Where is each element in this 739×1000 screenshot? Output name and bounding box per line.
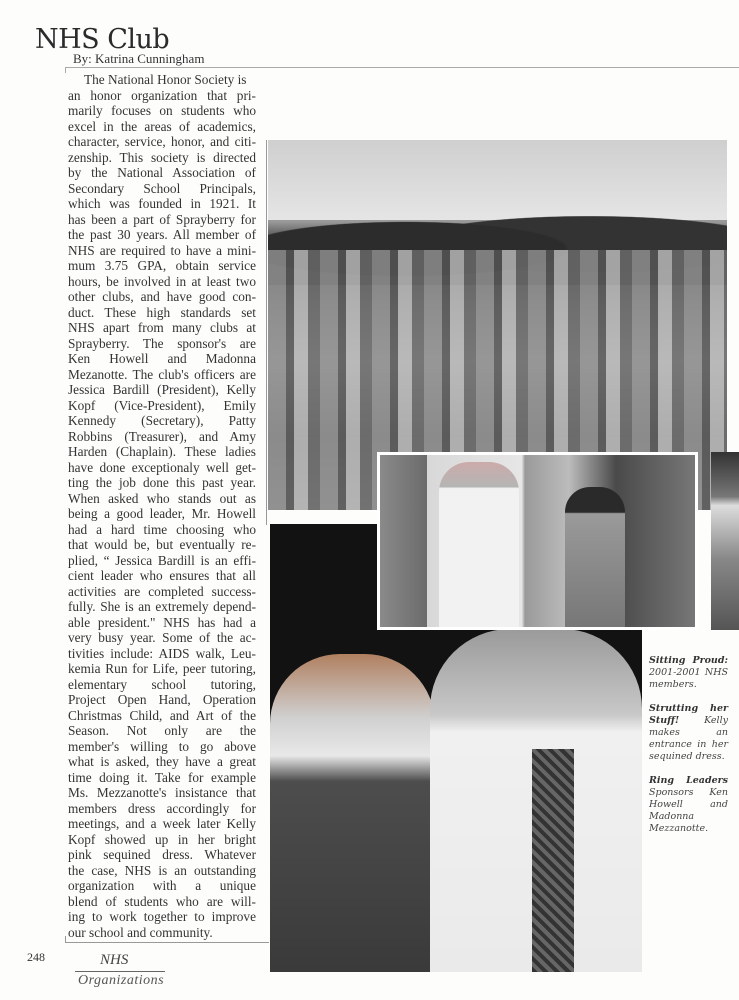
body-line: the past 30 years. All member of bbox=[68, 227, 256, 242]
body-line: blend of students who are will- bbox=[68, 893, 256, 909]
caption-heading: Sitting Proud: bbox=[649, 655, 728, 666]
body-line: NHS apart from many clubs at bbox=[68, 320, 256, 335]
body-line: NHS are required to have a mini- bbox=[68, 242, 256, 258]
photo-kelly-sequined-dress bbox=[377, 452, 698, 630]
body-line: have done exceptionaly well get- bbox=[68, 459, 256, 475]
caption-text: 2001-2001 NHS members. bbox=[649, 667, 728, 690]
body-line: tivities include: AIDS walk, Leu- bbox=[68, 645, 256, 661]
body-line: Kopf showed up in her bright bbox=[68, 831, 256, 847]
body-line: time doing it. Take for example bbox=[68, 769, 256, 785]
bottom-divider-tick bbox=[65, 936, 66, 943]
body-line: that would be, but eventually re- bbox=[68, 537, 256, 552]
body-line: Kennedy (Secretary), Patty bbox=[68, 413, 256, 428]
section-label-nhs: NHS bbox=[100, 952, 129, 968]
body-line: marily focuses on students who bbox=[68, 103, 256, 118]
body-line: Secondary School Principals, bbox=[68, 180, 256, 196]
top-divider bbox=[65, 67, 739, 68]
body-line: ing to work together to improve bbox=[68, 909, 256, 924]
body-line: the case, NHS is an outstanding bbox=[68, 862, 256, 878]
caption-ring-leaders bbox=[649, 775, 728, 835]
body-line: Kopf (Vice-President), Emily bbox=[68, 397, 256, 413]
photo-figure-woman bbox=[270, 654, 435, 972]
bottom-divider bbox=[65, 942, 269, 943]
body-line: fully. She is an extremely depend- bbox=[68, 599, 256, 614]
photo-captions bbox=[649, 655, 728, 847]
body-line: duct. These high standards set bbox=[68, 304, 256, 320]
section-label-rule bbox=[75, 971, 165, 972]
body-line: Project Open Hand, Operation bbox=[68, 692, 256, 707]
body-line: an honor organization that pri- bbox=[68, 87, 256, 103]
body-line: elementary school tutoring, bbox=[68, 676, 256, 692]
body-line: The National Honor Society is bbox=[84, 72, 247, 87]
column-divider bbox=[266, 140, 267, 525]
article-title: NHS Club bbox=[35, 24, 170, 55]
body-line: plied, “ Jessica Bardill is an effi- bbox=[68, 552, 256, 568]
body-line: member's willing to go above bbox=[68, 738, 256, 754]
body-line: character, service, honor, and citi- bbox=[68, 134, 256, 149]
body-line: kemia Run for Life, peer tutoring, bbox=[68, 661, 256, 676]
body-line: Robbins (Treasurer), and Amy bbox=[68, 428, 256, 444]
body-line: Harden (Chaplain). These ladies bbox=[68, 444, 256, 459]
body-line: what is asked, they have a great bbox=[68, 754, 256, 769]
body-line: Christmas Child, and Art of the bbox=[68, 707, 256, 723]
article-byline: By: Katrina Cunningham bbox=[73, 51, 205, 66]
body-line: able president." NHS has had a bbox=[68, 614, 256, 630]
body-line: which was founded in 1921. It bbox=[68, 196, 256, 211]
photo-figure-man bbox=[439, 462, 519, 627]
body-line: Mezanotte. The club's officers are bbox=[68, 366, 256, 382]
body-line: our school and community. bbox=[68, 924, 213, 940]
photo-background bbox=[380, 455, 695, 627]
caption-heading: Strutting her Stuff! bbox=[649, 703, 728, 726]
caption-strutting bbox=[649, 703, 728, 763]
body-line: activities are completed success- bbox=[68, 583, 256, 599]
body-line: Jessica Bardill (President), Kelly bbox=[68, 382, 256, 397]
body-line: has been a part of Sprayberry for bbox=[68, 211, 256, 227]
body-line: hours, be involved in at least two bbox=[68, 273, 256, 289]
caption-text: Kelly makes an entrance in her sequined dress. bbox=[649, 715, 728, 762]
caption-sitting-proud bbox=[649, 655, 728, 691]
body-line: pink sequined dress. Whatever bbox=[68, 847, 256, 862]
photo-edge-strip bbox=[711, 452, 739, 630]
body-line: had a hard time choosing who bbox=[68, 521, 256, 537]
body-line: Ms. Mezzanotte's insistance that bbox=[68, 785, 256, 800]
caption-heading: Ring Leaders bbox=[649, 775, 728, 786]
body-line: mum 3.75 GPA, obtain service bbox=[68, 258, 256, 273]
body-line: Season. Not only are the bbox=[68, 723, 256, 738]
body-line: cient leader who ensures that all bbox=[68, 568, 256, 583]
body-line: Sprayberry. The sponsor's are bbox=[68, 335, 256, 351]
section-label-organizations: Organizations bbox=[78, 973, 165, 988]
body-line: zenship. This society is directed bbox=[68, 149, 256, 165]
body-line: When asked who stands out as bbox=[68, 490, 256, 506]
photo-figure-girl bbox=[565, 487, 625, 627]
body-line: by the National Association of bbox=[68, 165, 256, 180]
body-line: ting the job done this past year. bbox=[68, 475, 256, 490]
body-line: meetings, and a week later Kelly bbox=[68, 816, 256, 831]
body-line: members dress accordingly for bbox=[68, 800, 256, 816]
article-body bbox=[68, 72, 256, 940]
body-line: Ken Howell and Madonna bbox=[68, 351, 256, 366]
page-number: 248 bbox=[27, 950, 45, 964]
body-line: organization with a unique bbox=[68, 878, 256, 893]
body-line: other clubs, and have good con- bbox=[68, 289, 256, 304]
top-divider-tick bbox=[65, 67, 66, 73]
photo-tie bbox=[532, 749, 574, 972]
body-line: very busy year. Some of the ac- bbox=[68, 630, 256, 645]
caption-text: Sponsors Ken Howell and Madonna Mezzanotte. bbox=[649, 787, 728, 834]
body-line: excel in the areas of academics, bbox=[68, 118, 256, 134]
body-line: being a good leader, Mr. Howell bbox=[68, 506, 256, 521]
